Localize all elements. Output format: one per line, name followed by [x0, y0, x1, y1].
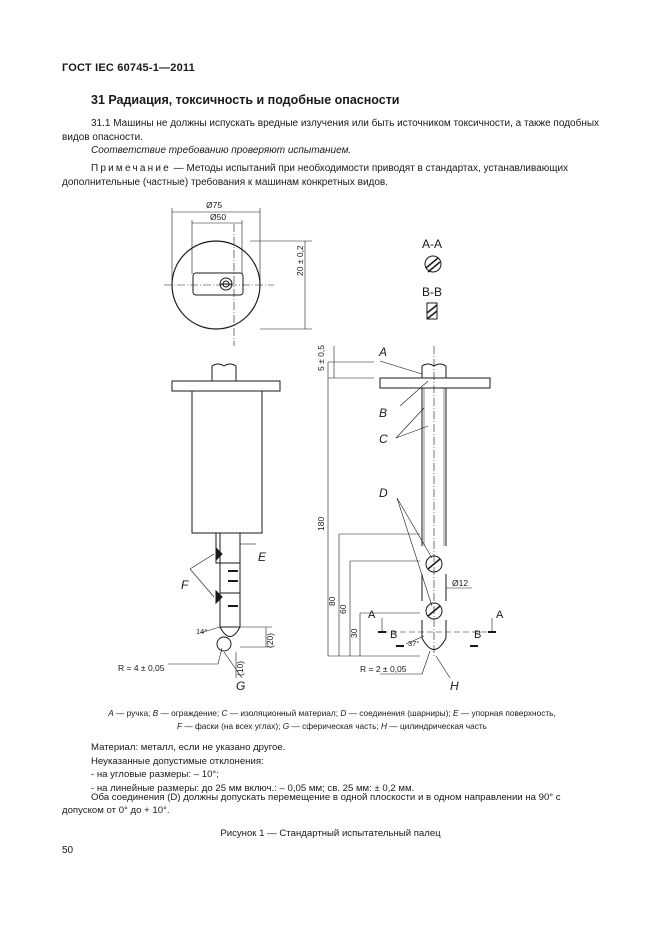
legend-text-f: — фаски (на всех углах);: [182, 721, 283, 731]
note-label: Примечание: [91, 163, 171, 174]
letter-b: B: [379, 406, 388, 420]
legend-text-a: — ручка;: [113, 708, 153, 718]
legend-key-d: D: [340, 708, 347, 718]
dim-d75: Ø75: [206, 200, 223, 210]
compliance-text: Соответствие требованию проверяют испытанием.: [91, 145, 352, 156]
section-bb-label: B-B: [422, 285, 443, 299]
section-aa-label: A-A: [422, 237, 443, 251]
dim-30: 30: [349, 628, 359, 638]
letter-f: F: [181, 578, 189, 592]
dim-60: 60: [338, 604, 348, 614]
legend-key-e: E: [453, 708, 459, 718]
dim-180: 180: [316, 516, 326, 531]
cut-b-left: B: [390, 629, 398, 641]
section-title: 31 Радиация, токсичность и подобные опасности: [91, 93, 400, 107]
dim-20: 20 ± 0,2: [295, 245, 305, 276]
figure-legend: [62, 707, 602, 733]
angle-37: 37°: [408, 639, 420, 648]
cut-a-right: A: [496, 609, 504, 621]
letter-h: H: [450, 679, 459, 693]
radius-4: R = 4 ± 0,05: [118, 663, 165, 673]
letter-e: E: [258, 550, 267, 564]
cut-b-right: B: [474, 629, 482, 641]
note-paragraph: [62, 162, 602, 189]
note-text: — Методы испытаний при необходимости приводят в стандартах, устанавливающих дополнительные (частные) требования к машинам конкретных видов.: [62, 163, 569, 188]
legend-text-d: — соединения (шарниры);: [346, 708, 454, 718]
legend-key-b: B: [152, 708, 159, 718]
dim-d12: Ø12: [452, 578, 469, 588]
material-note: Материал: металл, если не указано другое.: [91, 742, 286, 753]
letter-g: G: [236, 679, 246, 693]
legend-key-h: H: [381, 721, 388, 731]
letter-a: A: [379, 345, 388, 359]
notes-block: [91, 741, 414, 795]
letter-d: D: [379, 486, 388, 500]
radius-2: R = 2 ± 0,05: [360, 664, 407, 674]
cut-a-left: A: [368, 609, 376, 621]
paragraph-31-1: 31.1 Машины не должны испускать вредные излучения или быть источником токсичности, а также подобных видов опасности.: [62, 118, 600, 143]
legend-text-h: — цилиндрическая часть: [387, 721, 488, 731]
dim-10p: (10): [235, 660, 245, 676]
handle-body: [192, 391, 262, 533]
top-view-slot: [193, 273, 243, 295]
legend-key-a: A: [108, 708, 114, 718]
joints-note: Оба соединения (D) должны допускать перемещение в одной плоскости и в одном направлении на 90° с допуском от 0° до + 10°.: [62, 792, 561, 816]
linear-note: - на линейные размеры: до 25 мм включ.: – 0,05 мм; св. 25 мм: ± 0,2 мм.: [91, 782, 415, 794]
finger-tip: [220, 593, 240, 627]
legend-key-f: F: [176, 721, 183, 731]
test-finger-drawing: [60, 186, 504, 696]
figure-caption: Рисунок 1 — Стандартный испытательный палец: [220, 828, 441, 839]
letter-c: C: [379, 432, 388, 446]
compliance-paragraph: [91, 144, 351, 158]
guard-plate: [172, 381, 280, 391]
standard-header: ГОСТ IEC 60745-1—2011: [62, 62, 195, 74]
dim-20p: (20): [265, 632, 275, 648]
angle-14: 14°: [196, 627, 208, 636]
right-guard: [380, 378, 490, 388]
dim-d50: Ø50: [210, 212, 227, 222]
dim-80: 80: [327, 596, 337, 606]
finger-segment: [220, 563, 240, 593]
legend-text-g: — сферическая часть;: [289, 721, 382, 731]
legend-key-g: G: [282, 721, 290, 731]
dim-5: 5 ± 0,5: [316, 345, 326, 371]
legend-key-c: C: [221, 708, 228, 718]
angular-note: - на угловые размеры: – 10°;: [91, 769, 219, 780]
page-number: 50: [62, 845, 74, 856]
legend-text-e: — упорная поверхность,: [458, 708, 556, 718]
legend-text-c: — изоляционный материал;: [227, 708, 341, 718]
tolerances-note: Неуказанные допустимые отклонения:: [91, 755, 264, 767]
legend-text-b: — ограждение;: [158, 708, 222, 718]
handle-top: [212, 364, 236, 381]
